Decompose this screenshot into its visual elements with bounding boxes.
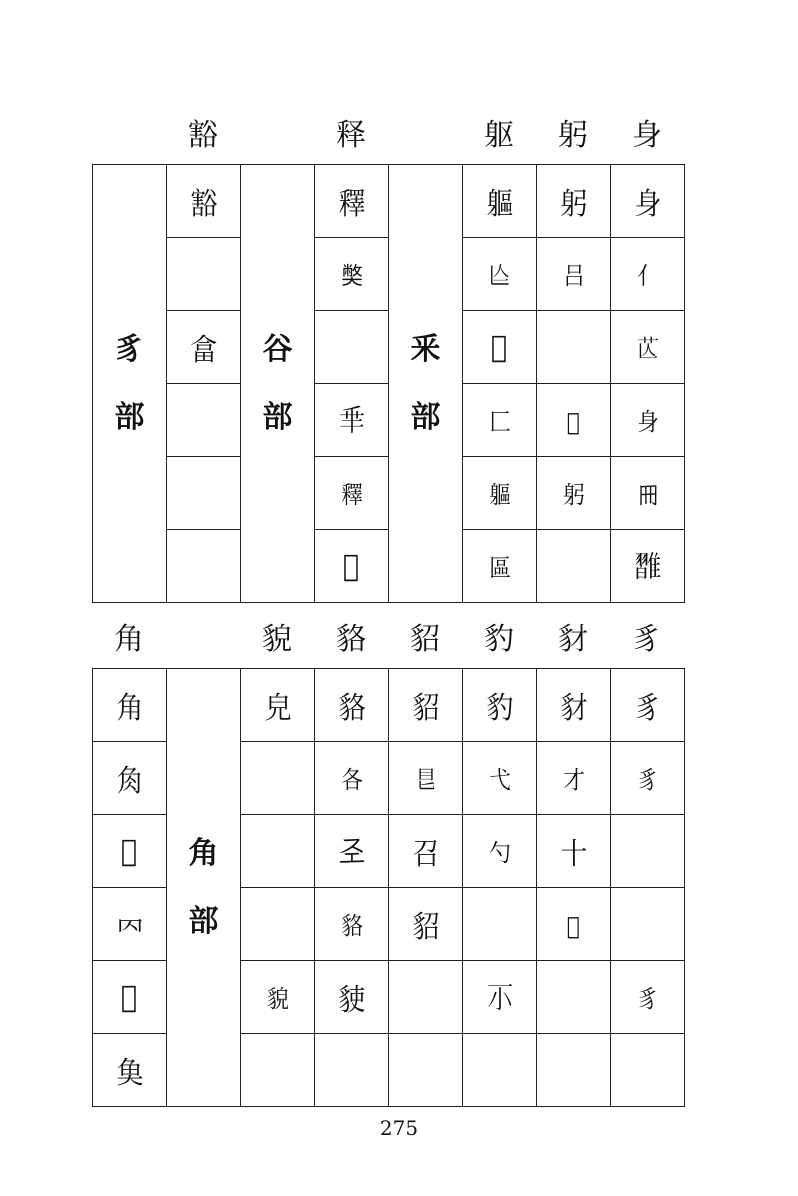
glyph-cell bbox=[315, 311, 389, 384]
bottom-header-he: 貉 bbox=[336, 622, 366, 657]
bottom-header-bao: 豹 bbox=[484, 622, 514, 657]
glyph-cell: 豹 bbox=[463, 669, 537, 742]
top-character-table bbox=[92, 164, 685, 603]
glyph-cell: 吕 bbox=[537, 238, 611, 311]
glyph-cell: 軀 bbox=[463, 457, 537, 530]
glyph-cell: 貌 bbox=[241, 961, 315, 1034]
glyph-cell: 𠄐 bbox=[463, 311, 537, 384]
glyph-cell: 貂 bbox=[389, 669, 463, 742]
glyph-cell: 躬 bbox=[537, 165, 611, 238]
glyph-cell: 豁 bbox=[167, 165, 241, 238]
glyph-cell: 畣 bbox=[167, 311, 241, 384]
glyph-cell: 貉 bbox=[315, 669, 389, 742]
glyph-cell: 才 bbox=[537, 742, 611, 815]
glyph-cell bbox=[611, 1034, 685, 1107]
glyph-cell: 身 bbox=[611, 384, 685, 457]
glyph-cell bbox=[463, 1034, 537, 1107]
glyph-cell bbox=[167, 384, 241, 457]
glyph-cell: 區 bbox=[463, 530, 537, 603]
top-header-shen: 身 bbox=[632, 118, 662, 153]
glyph-cell: 豸 bbox=[611, 742, 685, 815]
section-gu-radical: 谷 部 bbox=[241, 165, 315, 603]
page-number: 275 bbox=[379, 1116, 419, 1140]
glyph-cell: 釋 bbox=[315, 457, 389, 530]
glyph-cell bbox=[389, 1034, 463, 1107]
glyph-cell: 𠃚 bbox=[537, 384, 611, 457]
glyph-cell bbox=[315, 1034, 389, 1107]
section-bian-radical: 釆 部 bbox=[389, 165, 463, 603]
glyph-cell bbox=[537, 1034, 611, 1107]
glyph-cell: 貂 bbox=[389, 888, 463, 961]
glyph-cell: 𡭕 bbox=[463, 961, 537, 1034]
top-header-shi: 释 bbox=[336, 118, 366, 153]
glyph-cell bbox=[537, 530, 611, 603]
glyph-cell bbox=[241, 1034, 315, 1107]
top-header-huo: 豁 bbox=[188, 118, 218, 153]
bottom-character-table bbox=[92, 668, 685, 1107]
glyph-cell: 弋 bbox=[463, 742, 537, 815]
glyph-cell: 𠕁 bbox=[611, 457, 685, 530]
section-jiao-radical: 角 部 bbox=[167, 669, 241, 1107]
glyph-cell bbox=[389, 961, 463, 1034]
glyph-cell: 釋 bbox=[315, 165, 389, 238]
top-header-qu: 躯 bbox=[484, 118, 514, 153]
glyph-cell: 𧳅 bbox=[315, 961, 389, 1034]
glyph-cell bbox=[611, 815, 685, 888]
bottom-header-chai: 豺 bbox=[558, 622, 588, 657]
top-header-gong: 躬 bbox=[558, 118, 588, 153]
glyph-cell bbox=[537, 961, 611, 1034]
bottom-header-mao: 貌 bbox=[262, 622, 292, 657]
glyph-cell: 𦬆 bbox=[611, 311, 685, 384]
glyph-cell bbox=[463, 888, 537, 961]
glyph-cell: 𢀖 bbox=[315, 815, 389, 888]
glyph-cell: 𢚧 bbox=[537, 888, 611, 961]
glyph-cell: 𥃩 bbox=[389, 742, 463, 815]
glyph-cell: 𧣅 bbox=[93, 961, 167, 1034]
glyph-cell: 勺 bbox=[463, 815, 537, 888]
glyph-cell bbox=[611, 888, 685, 961]
glyph-cell: 豺 bbox=[537, 669, 611, 742]
glyph-cell: 豸 bbox=[611, 669, 685, 742]
bottom-header-zhi: 豸 bbox=[632, 622, 662, 657]
glyph-cell: 𠆦 bbox=[463, 238, 537, 311]
glyph-cell: 𩀦 bbox=[611, 530, 685, 603]
glyph-cell: 匚 bbox=[463, 384, 537, 457]
glyph-cell bbox=[241, 742, 315, 815]
bottom-header-jiao: 角 bbox=[114, 622, 144, 657]
glyph-cell bbox=[167, 530, 241, 603]
glyph-cell: 召 bbox=[389, 815, 463, 888]
glyph-cell: 𩵋 bbox=[93, 1034, 167, 1107]
glyph-cell bbox=[167, 238, 241, 311]
glyph-cell: 身 bbox=[611, 165, 685, 238]
glyph-cell: 𠔿 bbox=[93, 888, 167, 961]
glyph-cell bbox=[167, 457, 241, 530]
glyph-cell: 各 bbox=[315, 742, 389, 815]
glyph-cell: 皃 bbox=[241, 669, 315, 742]
section-zhi-radical: 豸 部 bbox=[93, 165, 167, 603]
glyph-cell: 角 bbox=[93, 669, 167, 742]
glyph-cell bbox=[241, 888, 315, 961]
glyph-cell: 𡚁 bbox=[315, 238, 389, 311]
glyph-cell bbox=[537, 311, 611, 384]
glyph-cell: 𧢲 bbox=[93, 742, 167, 815]
glyph-cell: 𠂯 bbox=[315, 384, 389, 457]
glyph-cell: 貉 bbox=[315, 888, 389, 961]
glyph-cell: 豸 bbox=[611, 961, 685, 1034]
glyph-cell bbox=[241, 815, 315, 888]
glyph-cell: 躬 bbox=[537, 457, 611, 530]
glyph-cell: 十 bbox=[537, 815, 611, 888]
bottom-header-diao: 貂 bbox=[410, 622, 440, 657]
glyph-cell: 𨤲 bbox=[315, 530, 389, 603]
glyph-cell: 𠕀 bbox=[93, 815, 167, 888]
glyph-cell: 亻 bbox=[611, 238, 685, 311]
glyph-cell: 軀 bbox=[463, 165, 537, 238]
